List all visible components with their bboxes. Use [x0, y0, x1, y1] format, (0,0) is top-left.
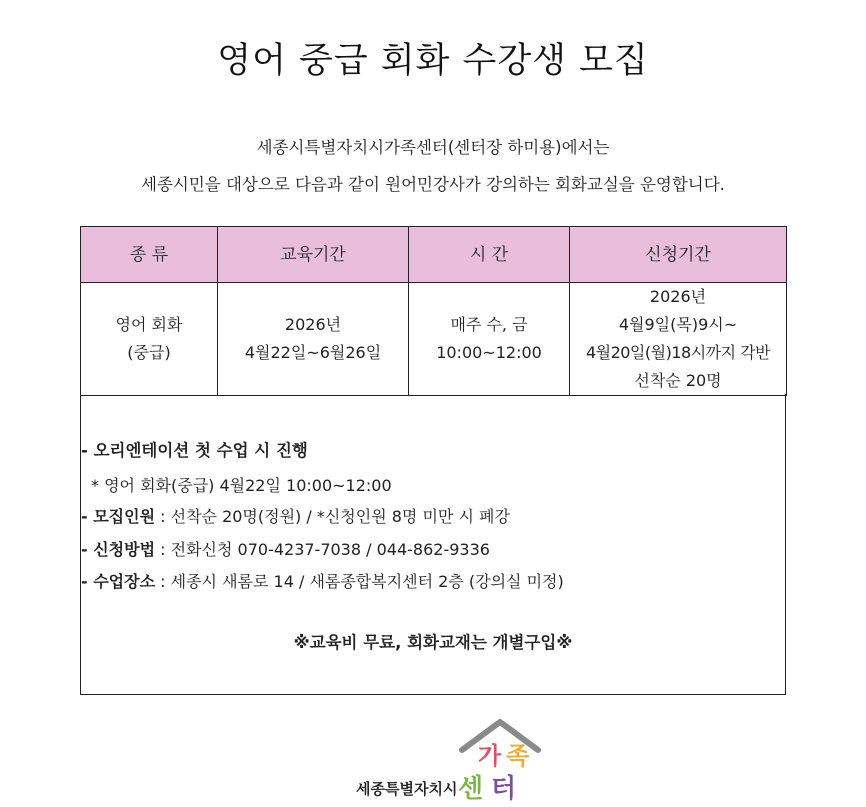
header-period: 교육기간 — [218, 227, 409, 283]
orientation-detail: * 영어 회화(중급) 4월22일 10:00~12:00 — [91, 476, 392, 495]
apply-method-label: - 신청방법 — [81, 540, 156, 559]
header-apply: 신청기간 — [570, 227, 787, 283]
table-row — [81, 283, 787, 396]
course-info-table — [80, 226, 787, 396]
apply-line-1: 2026년 — [649, 287, 707, 306]
apply-line-3: 4월20일(월)18시까지 각반 — [585, 343, 771, 362]
cell-time — [409, 283, 570, 396]
time-line-2: 10:00~12:00 — [436, 343, 542, 362]
page-title: 영어 중급 회화 수강생 모집 — [217, 41, 649, 81]
apply-method-note — [81, 537, 490, 560]
cell-type — [81, 283, 218, 396]
apply-line-4: 선착순 20명 — [634, 371, 722, 390]
place-note — [81, 569, 564, 592]
cell-period — [218, 283, 409, 396]
intro-line-2: 세종시민을 대상으로 다음과 같이 원어민강사가 강의하는 회화교실을 운영합니다. — [141, 175, 725, 194]
type-line-1: 영어 회화 — [115, 315, 183, 334]
place-label: - 수업장소 — [81, 572, 156, 591]
logo-sen: 센 — [458, 774, 484, 804]
period-line-2: 4월22일~6월26일 — [244, 343, 382, 362]
logo-org-name: 세종특별자치시 — [356, 780, 458, 798]
time-line-1: 매주 수, 금 — [450, 315, 528, 334]
logo-teo: 터 — [491, 774, 517, 804]
orientation-label: - 오리엔테이션 첫 수업 시 진행 — [81, 441, 308, 460]
apply-line-2: 4월9일(목)9시~ — [618, 315, 738, 334]
recruit-note — [81, 504, 510, 527]
period-line-1: 2026년 — [284, 315, 342, 334]
table-header-row — [81, 227, 787, 283]
cell-apply — [570, 283, 787, 396]
intro-line-1: 세종시특별자치시가족센터(센터장 하미용)에서는 — [256, 138, 610, 157]
header-time: 시 간 — [409, 227, 570, 283]
place-value: : 세종시 새롬로 14 / 새롬종합복지센터 2층 (강의실 미정) — [155, 572, 564, 591]
header-type: 종 류 — [81, 227, 218, 283]
type-line-2: (중급) — [127, 343, 171, 362]
notes-box — [80, 394, 786, 695]
apply-method-value: : 전화신청 070-4237-7038 / 044-862-9336 — [155, 540, 490, 559]
orientation-note — [81, 437, 308, 461]
logo-ga: 가 — [478, 742, 502, 770]
recruit-label: - 모집인원 — [81, 507, 156, 526]
fee-note: ※교육비 무료, 회화교재는 개별구입※ — [293, 633, 573, 652]
family-center-logo — [350, 716, 550, 807]
logo-jok: 족 — [506, 742, 530, 770]
recruit-value: : 선착순 20명(정원) / *신청인원 8명 미만 시 폐강 — [155, 507, 510, 526]
